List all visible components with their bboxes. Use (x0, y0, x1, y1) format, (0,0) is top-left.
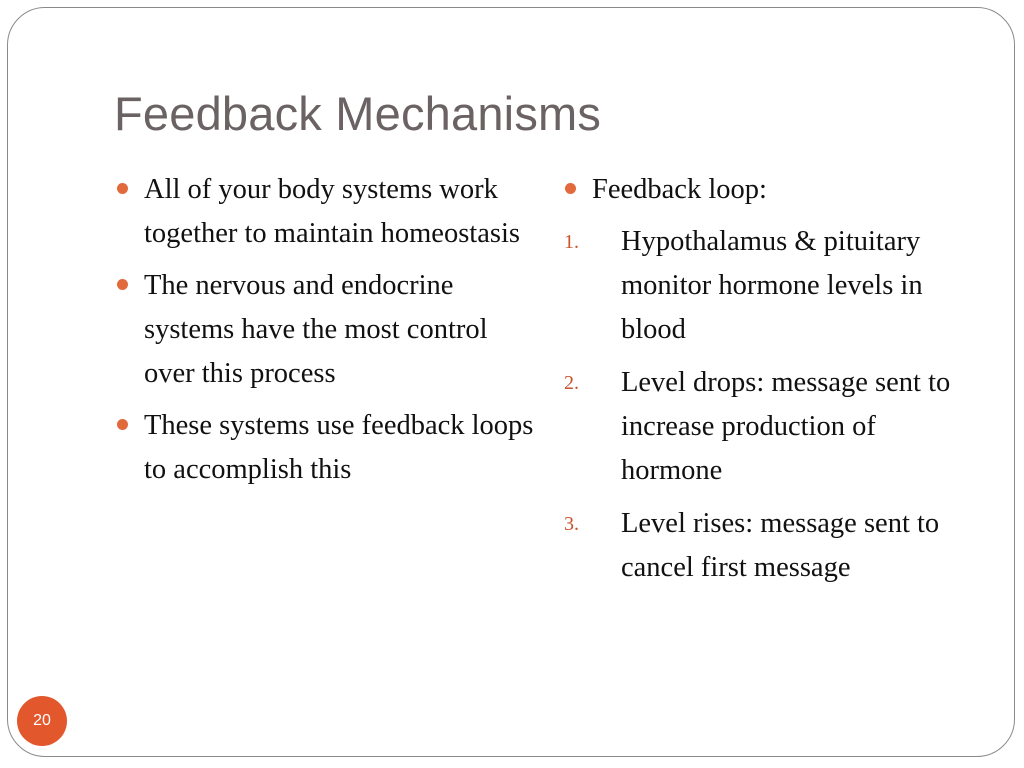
right-column (562, 168, 982, 599)
bullet-dot-icon (117, 279, 128, 290)
step-number: 3. (564, 513, 579, 535)
bullet-item (562, 168, 982, 212)
bullet-dot-icon (565, 183, 576, 194)
step-text: Level drops: message sent to increase production of hormone (621, 367, 951, 486)
numbered-step (562, 502, 982, 590)
bullet-item (114, 168, 534, 256)
bullet-item (114, 264, 534, 396)
bullet-text: The nervous and endocrine systems have the most control over this process (144, 270, 488, 389)
numbered-step-list (562, 220, 982, 590)
left-column (114, 168, 534, 500)
step-text: Level rises: message sent to cancel first message (621, 508, 940, 583)
step-text: Hypothalamus & pituitary monitor hormone levels in blood (621, 226, 923, 345)
bullet-item (114, 404, 534, 492)
slide-title: Feedback Mechanisms (114, 87, 602, 140)
step-number: 1. (564, 231, 579, 253)
numbered-step (562, 361, 982, 493)
bullet-text: These systems use feedback loops to accomplish this (144, 410, 534, 485)
left-bullet-list (114, 168, 534, 492)
bullet-text: All of your body systems work together to maintain homeostasis (144, 174, 520, 249)
numbered-step (562, 220, 982, 352)
bullet-dot-icon (117, 183, 128, 194)
page-number-badge (17, 696, 67, 746)
step-number: 2. (564, 372, 579, 394)
bullet-dot-icon (117, 419, 128, 430)
page-number: 20 (33, 712, 51, 729)
right-bullet-list (562, 168, 982, 212)
bullet-text: Feedback loop: (592, 174, 767, 205)
